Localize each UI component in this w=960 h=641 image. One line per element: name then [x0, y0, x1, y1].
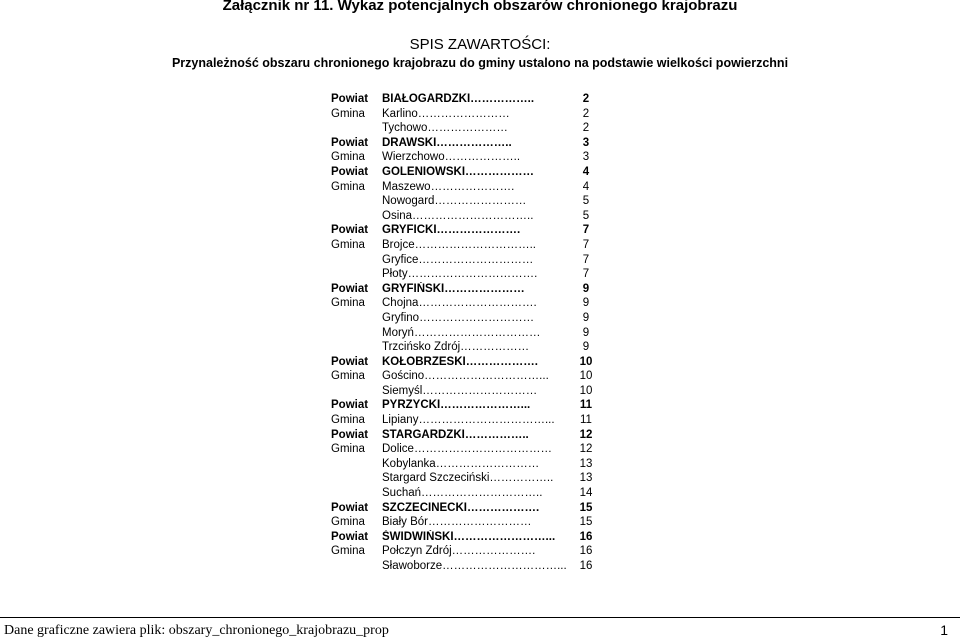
toc-row — [331, 501, 611, 516]
toc-unit-type: Gmina — [331, 238, 365, 251]
toc-row — [331, 340, 611, 355]
toc-page-number: 11 — [580, 414, 592, 427]
toc-page-number: 2 — [582, 93, 590, 105]
toc-page-number: 3 — [582, 136, 590, 149]
toc-page-number: 7 — [582, 238, 590, 251]
toc-page-number: 9 — [582, 326, 590, 339]
toc-row — [331, 194, 611, 209]
toc-row — [331, 296, 611, 311]
toc-page-number: 9 — [582, 311, 590, 324]
toc-page-number: 12 — [579, 443, 593, 456]
toc-row — [331, 150, 611, 165]
toc-entry-name: Połczyn Zdrój…………………. — [382, 545, 536, 558]
toc-row — [331, 92, 611, 107]
toc-row — [331, 180, 611, 195]
toc-row — [331, 238, 611, 253]
footer-note: Dane graficzne zawiera plik: obszary_chronionego_krajobrazu_prop — [4, 623, 389, 638]
toc-entry-name: ŚWIDWIŃSKI……………………... — [382, 530, 556, 543]
toc-row — [331, 442, 611, 457]
toc-entry-name: Gościno…………………………... — [382, 370, 549, 383]
toc-page-number: 10 — [579, 355, 593, 368]
table-of-contents — [331, 92, 611, 574]
toc-entry-name: Brojce………………………….. — [382, 238, 536, 251]
toc-page-number: 2 — [582, 107, 590, 120]
toc-page-number: 5 — [582, 209, 590, 222]
toc-page-number: 10 — [579, 370, 593, 383]
toc-entry-name: Lipiany……………………………... — [382, 414, 555, 427]
toc-unit-type: Gmina — [331, 443, 365, 456]
toc-page-number: 7 — [582, 268, 590, 281]
toc-entry-name: Osina………………………….. — [382, 209, 534, 222]
toc-row — [331, 107, 611, 122]
toc-entry-name: Trzcińsko Zdrój……………… — [382, 341, 530, 354]
toc-row — [331, 457, 611, 472]
toc-entry-name: Stargard Szczeciński…………….. — [382, 472, 554, 485]
toc-entry-name: SZCZECINECKI………………. — [382, 501, 540, 514]
toc-entry-name: Moryń…………………………… — [382, 326, 541, 339]
toc-unit-type: Powiat — [331, 165, 369, 178]
toc-entry-name: Nowogard…………………… — [382, 195, 527, 208]
toc-row — [331, 398, 611, 413]
toc-page-number: 4 — [582, 165, 590, 178]
toc-unit-type: Gmina — [331, 370, 365, 383]
toc-unit-type: Powiat — [331, 355, 369, 368]
toc-page-number: 9 — [582, 282, 590, 295]
toc-entry-name: Siemyśl………………………… — [382, 384, 538, 397]
toc-unit-type: Gmina — [331, 180, 365, 193]
description-text: Przynależność obszaru chronionego krajobrazu do gminy ustalono na podstawie wielkości powierzchni — [171, 56, 789, 70]
toc-unit-type: Gmina — [331, 297, 365, 310]
toc-page-number: 11 — [579, 399, 593, 412]
toc-unit-type: Gmina — [331, 516, 365, 529]
toc-entry-name: GRYFICKI…………………. — [382, 224, 521, 237]
toc-page-number: 2 — [582, 122, 590, 135]
toc-entry-name: DRAWSKI……………….. — [382, 136, 512, 149]
toc-page-number: 13 — [579, 457, 593, 470]
toc-row — [331, 121, 611, 136]
toc-page-number: 3 — [582, 151, 590, 164]
toc-entry-name: Płoty……………………………. — [382, 268, 538, 281]
toc-page-number: 12 — [579, 428, 593, 441]
toc-unit-type: Powiat — [331, 428, 369, 441]
toc-page-number: 9 — [582, 341, 590, 354]
section-heading: SPIS ZAWARTOŚCI: — [409, 36, 551, 53]
document-title: Załącznik nr 11. Wykaz potencjalnych obszarów chronionego krajobrazu — [222, 0, 738, 14]
toc-row — [331, 136, 611, 151]
toc-unit-type: Powiat — [331, 224, 369, 237]
toc-page-number: 16 — [579, 545, 593, 558]
toc-row — [331, 530, 611, 545]
toc-row — [331, 544, 611, 559]
footer-divider — [0, 617, 960, 618]
toc-entry-name: PYRZYCKI…………………... — [382, 399, 531, 412]
toc-row — [331, 311, 611, 326]
toc-row — [331, 326, 611, 341]
toc-row — [331, 559, 611, 574]
toc-row — [331, 165, 611, 180]
toc-entry-name: BIAŁOGARDZKI…………….. — [382, 93, 535, 105]
toc-row — [331, 428, 611, 443]
toc-unit-type: Powiat — [331, 136, 369, 149]
toc-page-number: 16 — [579, 560, 593, 572]
toc-entry-name: Biały Bór……………………… — [382, 516, 532, 529]
toc-unit-type: Powiat — [331, 93, 369, 105]
toc-row — [331, 267, 611, 282]
toc-row — [331, 209, 611, 224]
toc-row — [331, 282, 611, 297]
toc-entry-name: KOŁOBRZESKI………………. — [382, 355, 538, 368]
toc-row — [331, 355, 611, 370]
toc-page-number: 9 — [582, 297, 590, 310]
toc-page-number: 7 — [582, 253, 590, 266]
toc-row — [331, 384, 611, 399]
toc-entry-name: STARGARDZKI…………….. — [382, 428, 529, 441]
toc-page-number: 7 — [582, 224, 590, 237]
toc-page-number: 4 — [582, 180, 590, 193]
toc-row — [331, 515, 611, 530]
toc-entry-name: Dolice……………………………… — [382, 443, 552, 456]
toc-entry-name: Maszewo…………………. — [382, 180, 515, 193]
toc-row — [331, 369, 611, 384]
toc-entry-name: Kobylanka……………………… — [382, 457, 540, 470]
toc-entry-name: Karlino…………………… — [382, 107, 510, 120]
toc-unit-type: Gmina — [331, 414, 365, 427]
toc-entry-name: Suchań………………………….. — [382, 487, 543, 500]
toc-entry-name: Gryfino………………………… — [382, 311, 535, 324]
toc-unit-type: Powiat — [331, 501, 369, 514]
toc-row — [331, 486, 611, 501]
page-number: 1 — [940, 622, 948, 638]
toc-unit-type: Powiat — [331, 399, 369, 412]
toc-page-number: 10 — [579, 384, 593, 397]
toc-unit-type: Gmina — [331, 545, 365, 558]
toc-page-number: 15 — [579, 516, 593, 529]
toc-entry-name: Tychowo………………… — [382, 122, 508, 135]
toc-unit-type: Gmina — [331, 151, 365, 164]
toc-entry-name: Gryfice………………………… — [382, 253, 534, 266]
toc-page-number: 5 — [582, 195, 590, 208]
toc-entry-name: GOLENIOWSKI……………… — [382, 165, 535, 178]
toc-unit-type: Powiat — [331, 282, 369, 295]
toc-row — [331, 471, 611, 486]
toc-entry-name: Chojna…………………………. — [382, 297, 537, 310]
toc-entry-name: Wierzchowo……………….. — [382, 151, 521, 164]
toc-row — [331, 223, 611, 238]
toc-row — [331, 413, 611, 428]
toc-page-number: 14 — [579, 487, 593, 500]
toc-entry-name: Sławoborze…………………………... — [382, 560, 567, 572]
toc-unit-type: Powiat — [331, 530, 369, 543]
toc-unit-type: Gmina — [331, 107, 365, 120]
toc-page-number: 15 — [579, 501, 593, 514]
toc-entry-name: GRYFIŃSKI………………… — [382, 282, 525, 295]
toc-page-number: 13 — [579, 472, 593, 485]
toc-page-number: 16 — [579, 530, 593, 543]
toc-row — [331, 253, 611, 268]
